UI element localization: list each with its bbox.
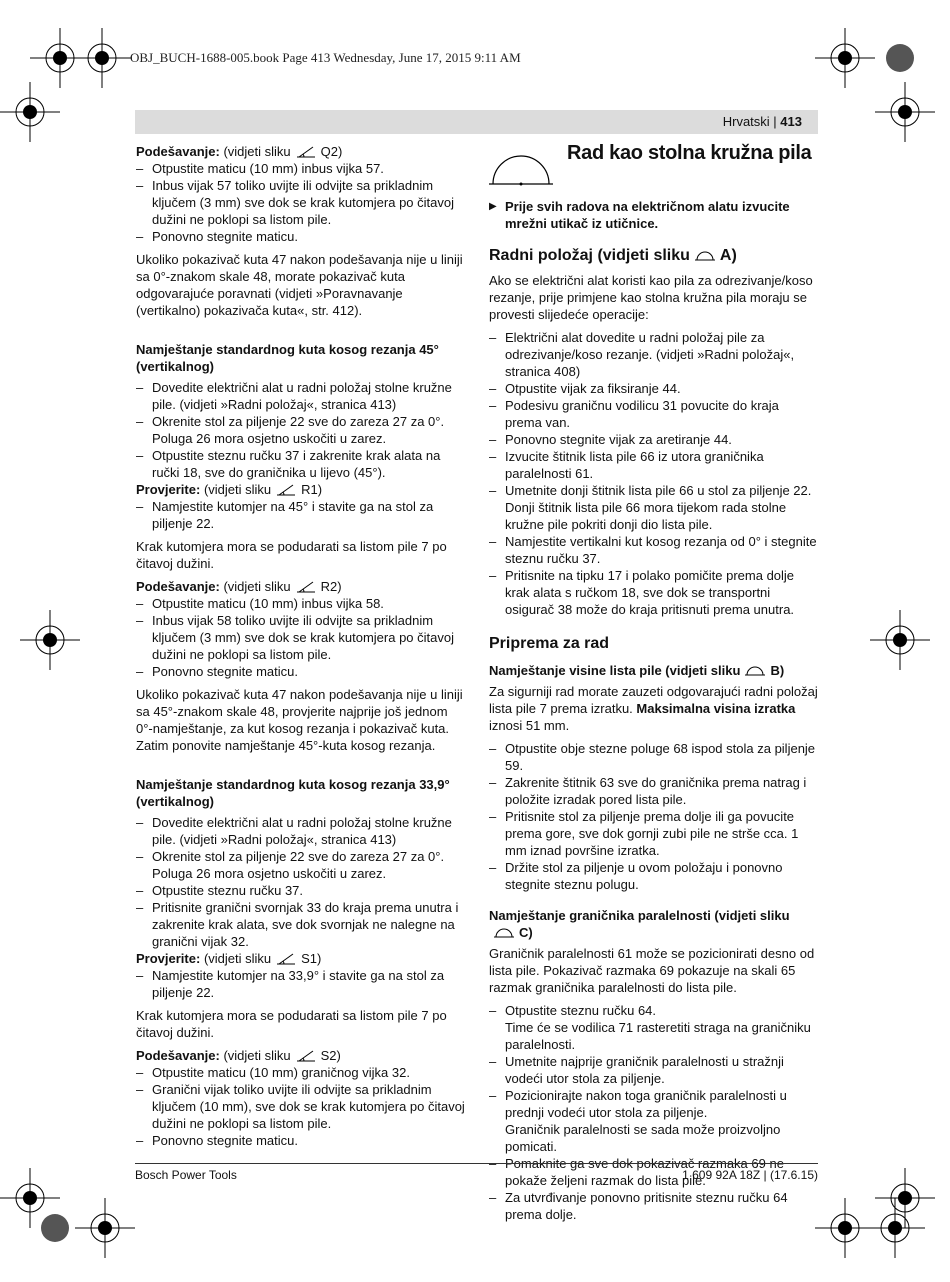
list-item: – Umetnite donji štitnik lista pile 66 u stol za piljenje 22.	[489, 482, 819, 499]
adjust-text: (vidjeti sliku	[223, 1048, 291, 1063]
list-item: – Ponovno stegnite maticu.	[136, 663, 466, 680]
list-item: – Otpustite maticu (10 mm) inbus vijka 57.	[136, 160, 466, 177]
paragraph: Krak kutomjera mora se podudarati sa listom pile 7 po čitavoj dužini.	[136, 539, 447, 571]
table-figure-icon	[694, 249, 716, 263]
list-item: – Ponovno stegnite maticu.	[136, 228, 466, 245]
list-item: – Električni alat dovedite u radni položaj pile za odrezivanje/koso rezanje. (vidjeti »Radni položaj«, stranica 408)	[489, 329, 819, 380]
registration-mark-icon	[20, 610, 80, 670]
section-heading: Namještanje standardnog kuta kosog rezanja 45° (vertikalnog)	[136, 342, 439, 374]
registration-mark-icon	[0, 82, 60, 142]
list-item: – Pomaknite ga sve dok pokazivač razmaka 69 ne pokaže željeni razmak do lista pile.	[489, 1155, 819, 1189]
table-saw-icon	[489, 150, 553, 190]
list-item: – Otpustite steznu ručku 64.	[489, 1002, 819, 1019]
list-item: – Dovedite električni alat u radni položaj stolne kružne pile. (vidjeti »Radni položaj«, stranica 413)	[136, 814, 466, 848]
list-subtext: Time će se vodilica 71 rasteretiti straga na graničniku paralelnosti.	[505, 1020, 811, 1052]
figure-ref: C)	[519, 925, 533, 940]
list-item: – Otpustite steznu ručku 37.	[136, 882, 466, 899]
warning-text: ▶ Prije svih radova na električnom alatu izvucite mrežni utikač iz utičnice.	[489, 198, 819, 232]
paragraph: Ukoliko pokazivač kuta 47 nakon podešavanja nije u liniji sa 45°-znakom skale 48, provjerite najprije još jednom 0°-namještanje, za kut kosog rezanja i pokazivač kuta. Zatim ponovite namještanje 45°-kuta kosog rezanja.	[136, 687, 463, 753]
print-slug: OBJ_BUCH-1688-005.book Page 413 Wednesday, June 17, 2015 9:11 AM	[130, 50, 521, 65]
list-item: – Umetnite najprije graničnik paralelnosti u stražnji vodeći utor stola za piljenje.	[489, 1053, 819, 1087]
list-item: – Pozicionirajte nakon toga graničnik paralelnosti u prednji vodeći utor stola za piljenje.	[489, 1087, 819, 1121]
subsection-heading: Namještanje visine lista pile (vidjeti sliku	[489, 663, 741, 678]
registration-mark-icon	[865, 1198, 925, 1258]
adjust-label: Podešavanje:	[136, 144, 220, 159]
check-label: Provjerite:	[136, 951, 201, 966]
page-header: Hrvatski | 413	[135, 110, 818, 134]
registration-mark-icon	[75, 1198, 135, 1258]
list-item: – Podesivu graničnu vodilicu 31 povucite do kraja prema van.	[489, 397, 819, 431]
list-item: – Zakrenite štitnik 63 sve do graničnika prema natrag i položite izradak pored lista pile.	[489, 774, 819, 808]
check-label: Provjerite:	[136, 482, 201, 497]
list-item: – Granični vijak toliko uvijte ili odvijte sa prikladnim ključem (10 mm), sve dok se krak kutomjera po čitavoj dužini ne poklopi sa listom pile.	[136, 1081, 466, 1132]
list-item: – Inbus vijak 57 toliko uvijte ili odvijte sa prikladnim ključem (3 mm) sve dok se krak kutomjera po čitavoj dužini ne poklopi sa listom pile.	[136, 177, 466, 228]
list-item: – Namjestite kutomjer na 33,9° i stavite ga na stol za piljenje 22.	[136, 967, 466, 1001]
registration-mark-icon	[815, 28, 875, 88]
adjust-label: Podešavanje:	[136, 1048, 220, 1063]
registration-mark-icon	[72, 28, 132, 88]
angle-figure-icon	[295, 1049, 317, 1063]
check-text: (vidjeti sliku	[203, 951, 272, 966]
paragraph-bold: Maksimalna visina izratka	[636, 701, 796, 716]
paragraph: Ako se električni alat koristi kao pila za odrezivanje/koso rezanje, prije primjene kao stolna kružna pila moraju se provesti slijedeće operacije:	[489, 273, 813, 322]
registration-mark-icon	[870, 28, 930, 88]
list-item: – Dovedite električni alat u radni položaj stolne kružne pile. (vidjeti »Radni položaj«, stranica 413)	[136, 379, 466, 413]
page-footer	[135, 1163, 818, 1182]
figure-ref: A)	[719, 247, 737, 264]
list-item: – Ponovno stegnite maticu.	[136, 1132, 466, 1149]
right-column	[489, 198, 819, 1223]
figure-ref: R1)	[301, 482, 323, 497]
section-heading: Namještanje standardnog kuta kosog rezanja 33,9° (vertikalnog)	[136, 777, 450, 809]
figure-ref: Q2)	[320, 144, 343, 159]
list-item: – Okrenite stol za piljenje 22 sve do zareza 27 za 0°. Poluga 26 mora osjetno uskočiti u zarez.	[136, 413, 466, 447]
list-item: – Inbus vijak 58 toliko uvijte ili odvijte sa prikladnim ključem (3 mm) sve dok se krak kutomjera po čitavoj dužini ne poklopi sa listom pile.	[136, 612, 466, 663]
paragraph: Ukoliko pokazivač kuta 47 nakon podešavanja nije u liniji sa 0°-znakom skale 48, morate pokazivač kuta odgovarajuće poravnati (vidjeti »Poravnavanje (vertikalno) pokazivača kuta«, str. 412).	[136, 252, 463, 318]
list-item: – Namjestite vertikalni kut kosog rezanja od 0° i stegnite steznu ručku 37.	[489, 533, 819, 567]
check-text: (vidjeti sliku	[203, 482, 272, 497]
section-heading: Radni položaj (vidjeti sliku	[489, 247, 690, 264]
list-item: – Otpustite maticu (10 mm) inbus vijka 58.	[136, 595, 466, 612]
figure-ref: R2)	[320, 579, 342, 594]
angle-figure-icon	[295, 145, 317, 159]
paragraph: Graničnik paralelnosti 61 može se pozicionirati desno od lista pile. Pokazivač razmaka 69 pokazuje na skali 65 razmak graničnika paralelnosti do lista pile.	[489, 946, 815, 995]
footer-code: 1 609 92A 18Z | (17.6.15)	[682, 1168, 818, 1182]
adjust-text: (vidjeti sliku	[223, 579, 291, 594]
paragraph: Za sigurniji rad morate zauzeti odgovarajući radni položaj lista pile 7 prema izratku.	[489, 684, 818, 716]
list-item: – Držite stol za piljenje u ovom položaju i ponovno stegnite steznu polugu.	[489, 859, 819, 893]
list-item: – Otpustite steznu ručku 37 i zakrenite krak alata na ručki 18, sve do graničnika u lijevo (45°).	[136, 447, 466, 481]
list-subtext: Graničnik paralelnosti se sada može proizvoljno pomicati.	[505, 1122, 781, 1154]
list-item: – Okrenite stol za piljenje 22 sve do zareza 27 za 0°. Poluga 26 mora osjetno uskočiti u zarez.	[136, 848, 466, 882]
registration-mark-icon	[875, 82, 935, 142]
figure-ref: S1)	[301, 951, 322, 966]
list-item: – Otpustite obje stezne poluge 68 ispod stola za piljenje 59.	[489, 740, 819, 774]
list-item: – Pritisnite stol za piljenje prema dolje ili ga povucite prema gore, sve dok gornji zubi pile ne strše cca. 1 mm iznad površine izratka.	[489, 808, 819, 859]
paragraph: Krak kutomjera mora se podudarati sa listom pile 7 po čitavoj dužini.	[136, 1008, 447, 1040]
subsection-heading: Namještanje graničnika paralelnosti (vidjeti sliku	[489, 908, 790, 923]
section-title: Rad kao stolna kružna pila	[567, 142, 812, 164]
list-item: – Ponovno stegnite vijak za aretiranje 44.	[489, 431, 819, 448]
list-item: – Izvucite štitnik lista pile 66 iz utora graničnika paralelnosti 61.	[489, 448, 819, 482]
angle-figure-icon	[295, 580, 317, 594]
page-number: 413	[780, 114, 802, 129]
angle-figure-icon	[275, 952, 297, 966]
list-item: – Otpustite maticu (10 mm) graničnog vijka 32.	[136, 1064, 466, 1081]
header-section: Hrvatski	[722, 114, 770, 129]
paragraph: iznosi 51 mm.	[489, 718, 570, 733]
adjust-label: Podešavanje:	[136, 579, 220, 594]
table-figure-icon	[493, 926, 515, 940]
section-heading: Priprema za rad	[489, 635, 610, 652]
registration-mark-icon	[870, 610, 930, 670]
list-item: – Pritisnite na tipku 17 i polako pomičite prema dolje krak alata s ručkom 18, sve dok se transportni osigurač 38 može do kraja pritisnuti prema unutra.	[489, 567, 819, 618]
list-item: – Namjestite kutomjer na 45° i stavite ga na stol za piljenje 22.	[136, 498, 466, 532]
list-item: – Otpustite vijak za fiksiranje 44.	[489, 380, 819, 397]
figure-ref: S2)	[320, 1048, 341, 1063]
left-column	[136, 143, 466, 1149]
footer-brand: Bosch Power Tools	[135, 1168, 237, 1182]
figure-ref: B)	[770, 663, 785, 678]
list-subtext: Donji štitnik lista pile 66 mora tijekom rada stolne kružne pile pokriti donji dio lista pile.	[505, 500, 787, 532]
list-item: – Za utvrđivanje ponovno pritisnite steznu ručku 64 prema dolje.	[489, 1189, 819, 1223]
table-figure-icon	[744, 664, 766, 678]
adjust-text: (vidjeti sliku	[223, 144, 291, 159]
list-item: – Pritisnite granični svornjak 33 do kraja prema unutra i zakrenite krak alata, sve dok svornjak ne nalegne na granični vijak 32.	[136, 899, 466, 950]
angle-figure-icon	[275, 483, 297, 497]
